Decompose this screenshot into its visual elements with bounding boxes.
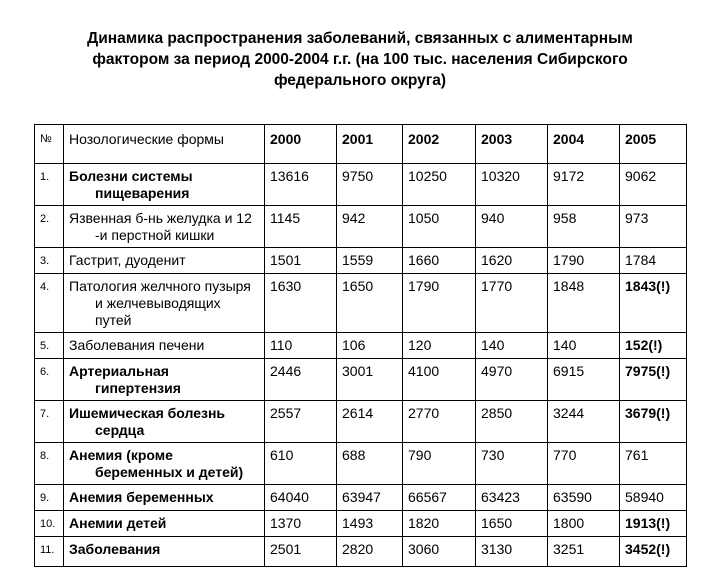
cell-value-2001: 2820 — [337, 537, 403, 567]
table-row — [35, 164, 687, 206]
cell-value-2003: 140 — [476, 333, 548, 359]
row-number: 10. — [35, 511, 64, 537]
cell-value-2000: 1501 — [265, 248, 337, 274]
row-name-line-2: сердца — [95, 422, 145, 438]
cell-value-2001: 63947 — [337, 485, 403, 511]
cell-value-2000: 13616 — [265, 164, 337, 206]
cell-value-2000: 2557 — [265, 401, 337, 443]
cell-value-2004: 63590 — [548, 485, 620, 511]
row-name-line-1: Язвенная б-нь желудка и 12 — [69, 210, 252, 226]
cell-value-2004: 3251 — [548, 537, 620, 567]
header-year-2003: 2003 — [476, 125, 548, 164]
cell-value-2000: 110 — [265, 333, 337, 359]
table-row — [35, 401, 687, 443]
row-name — [64, 401, 265, 443]
row-name-line-1: Заболевания печени — [69, 337, 205, 353]
cell-value-2005: 1784 — [620, 248, 687, 274]
table-row — [35, 511, 687, 537]
cell-value-2005: 58940 — [620, 485, 687, 511]
row-name-line-1: Гастрит, дуоденит — [69, 252, 186, 268]
header-name: Нозологические формы — [64, 125, 265, 164]
row-name-line-3: путей — [95, 312, 132, 328]
header-year-2001: 2001 — [337, 125, 403, 164]
row-name — [64, 274, 265, 333]
cell-value-2005: 3679(!) — [620, 401, 687, 443]
cell-value-2000: 1370 — [265, 511, 337, 537]
cell-value-2002: 1820 — [403, 511, 476, 537]
cell-value-2000: 1630 — [265, 274, 337, 333]
row-name-line-1: Болезни системы — [69, 168, 193, 184]
table-row — [35, 333, 687, 359]
cell-value-2001: 688 — [337, 443, 403, 485]
header-year-2004: 2004 — [548, 125, 620, 164]
cell-value-2003: 1770 — [476, 274, 548, 333]
cell-value-2001: 942 — [337, 206, 403, 248]
row-name — [64, 359, 265, 401]
row-number: 3. — [35, 248, 64, 274]
cell-value-2005: 1913(!) — [620, 511, 687, 537]
cell-value-2003: 1650 — [476, 511, 548, 537]
cell-value-2002: 790 — [403, 443, 476, 485]
header-year-2005: 2005 — [620, 125, 687, 164]
row-name — [64, 511, 265, 537]
cell-value-2002: 10250 — [403, 164, 476, 206]
row-number: 1. — [35, 164, 64, 206]
cell-value-2004: 770 — [548, 443, 620, 485]
cell-value-2002: 1050 — [403, 206, 476, 248]
title-line-2: фактором за период 2000-2004 г.г. (на 100 тыс. населения Сибирского — [92, 51, 628, 68]
disease-table — [34, 124, 687, 567]
row-number: 9. — [35, 485, 64, 511]
cell-value-2001: 1559 — [337, 248, 403, 274]
row-name — [64, 485, 265, 511]
row-number: 8. — [35, 443, 64, 485]
cell-value-2005: 761 — [620, 443, 687, 485]
row-name-line-1: Анемия (кроме — [69, 447, 173, 463]
title-line-3: федерального округа) — [273, 72, 447, 89]
cell-value-2001: 1650 — [337, 274, 403, 333]
header-num: № — [35, 125, 64, 164]
cell-value-2003: 4970 — [476, 359, 548, 401]
table-row — [35, 537, 687, 567]
cell-value-2001: 106 — [337, 333, 403, 359]
cell-value-2005: 3452(!) — [620, 537, 687, 567]
cell-value-2003: 730 — [476, 443, 548, 485]
cell-value-2002: 4100 — [403, 359, 476, 401]
table-row — [35, 248, 687, 274]
row-name-line-2: пищеварения — [95, 185, 190, 201]
row-name-line-2: гипертензия — [95, 380, 181, 396]
cell-value-2004: 9172 — [548, 164, 620, 206]
table-header-row — [35, 125, 687, 164]
row-name — [64, 537, 265, 567]
cell-value-2001: 9750 — [337, 164, 403, 206]
row-name-line-1: Ишемическая болезнь — [69, 405, 226, 421]
cell-value-2000: 2446 — [265, 359, 337, 401]
row-name-line-1: Патология желчного пузыря — [69, 278, 251, 294]
cell-value-2003: 3130 — [476, 537, 548, 567]
row-name-line-1: Заболевания — [69, 541, 161, 557]
header-year-2002: 2002 — [403, 125, 476, 164]
row-name — [64, 333, 265, 359]
row-name-line-2: и желчевыводящих — [95, 295, 221, 311]
row-number: 4. — [35, 274, 64, 333]
cell-value-2000: 64040 — [265, 485, 337, 511]
cell-value-2000: 610 — [265, 443, 337, 485]
row-name — [64, 206, 265, 248]
cell-value-2004: 1800 — [548, 511, 620, 537]
row-name-line-1: Артериальная — [69, 363, 169, 379]
cell-value-2004: 140 — [548, 333, 620, 359]
cell-value-2005: 973 — [620, 206, 687, 248]
cell-value-2003: 10320 — [476, 164, 548, 206]
cell-value-2002: 1790 — [403, 274, 476, 333]
row-number: 2. — [35, 206, 64, 248]
cell-value-2004: 1790 — [548, 248, 620, 274]
cell-value-2005: 9062 — [620, 164, 687, 206]
cell-value-2002: 3060 — [403, 537, 476, 567]
cell-value-2001: 1493 — [337, 511, 403, 537]
cell-value-2003: 63423 — [476, 485, 548, 511]
cell-value-2003: 1620 — [476, 248, 548, 274]
cell-value-2004: 3244 — [548, 401, 620, 443]
row-name-line-1: Анемии детей — [69, 515, 167, 531]
cell-value-2003: 2850 — [476, 401, 548, 443]
cell-value-2005: 7975(!) — [620, 359, 687, 401]
row-number: 6. — [35, 359, 64, 401]
cell-value-2001: 3001 — [337, 359, 403, 401]
cell-value-2001: 2614 — [337, 401, 403, 443]
cell-value-2000: 2501 — [265, 537, 337, 567]
row-number: 11. — [35, 537, 64, 567]
cell-value-2002: 66567 — [403, 485, 476, 511]
table-row — [35, 206, 687, 248]
cell-value-2004: 958 — [548, 206, 620, 248]
cell-value-2003: 940 — [476, 206, 548, 248]
table-row — [35, 274, 687, 333]
table-row — [35, 443, 687, 485]
cell-value-2000: 1145 — [265, 206, 337, 248]
header-year-2000: 2000 — [265, 125, 337, 164]
row-name-line-1: Анемия беременных — [69, 489, 214, 505]
row-name-line-2: беременных и детей) — [95, 464, 244, 480]
row-name — [64, 248, 265, 274]
cell-value-2005: 152(!) — [620, 333, 687, 359]
title-line-1: Динамика распространения заболеваний, связанных с алиментарным — [87, 30, 633, 47]
row-name — [64, 443, 265, 485]
cell-value-2004: 1848 — [548, 274, 620, 333]
cell-value-2004: 6915 — [548, 359, 620, 401]
cell-value-2002: 1660 — [403, 248, 476, 274]
cell-value-2005: 1843(!) — [620, 274, 687, 333]
table-row — [35, 485, 687, 511]
document-title — [60, 28, 660, 91]
row-number: 5. — [35, 333, 64, 359]
row-name-line-2: -и перстной кишки — [95, 227, 215, 243]
cell-value-2002: 120 — [403, 333, 476, 359]
row-name — [64, 164, 265, 206]
table-row — [35, 359, 687, 401]
cell-value-2002: 2770 — [403, 401, 476, 443]
row-number: 7. — [35, 401, 64, 443]
